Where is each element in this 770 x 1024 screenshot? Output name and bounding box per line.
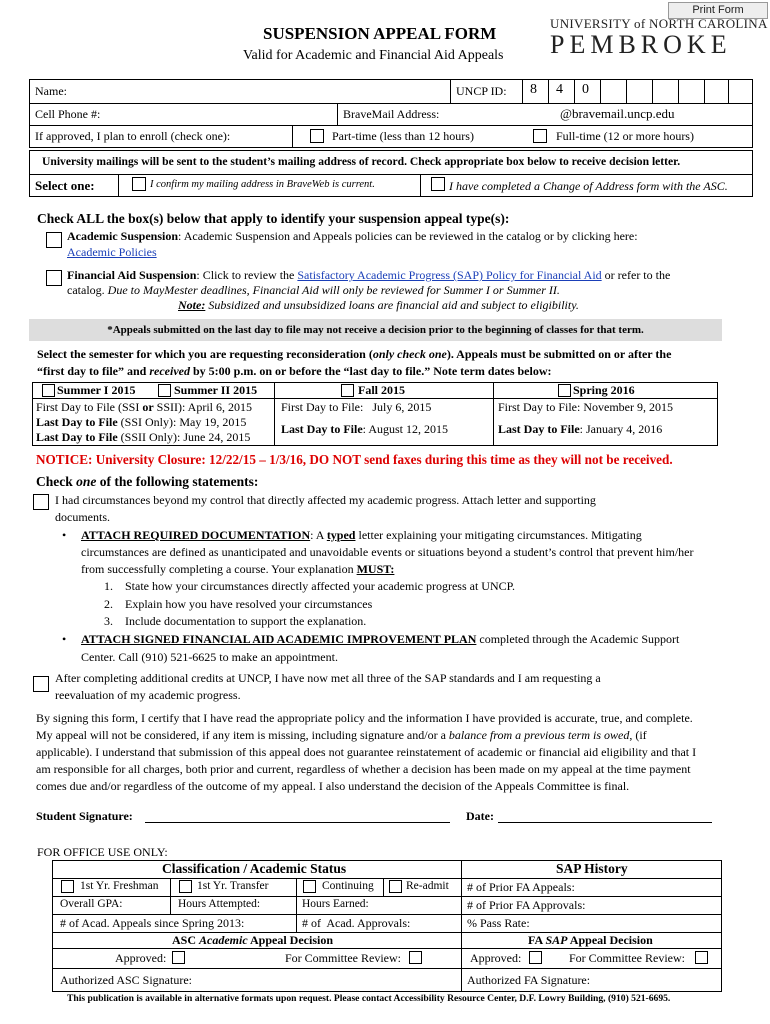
footer-note: This publication is available in alternative formats upon request. Please contact Accessibility Resource Center, D.F. Lowry Building, (910) 521-6695. bbox=[67, 993, 671, 1004]
uncp-id-digit-1[interactable]: 8 bbox=[530, 82, 537, 97]
asc-decision-title bbox=[172, 933, 333, 948]
sap-met-line1: After completing additional credits at UNCP, I have now met all three of the SAP standards and I am requesting a bbox=[55, 671, 601, 685]
fa-signature-label: Authorized FA Signature: bbox=[467, 973, 591, 987]
date-label: Date: bbox=[466, 809, 494, 823]
enroll-label: If approved, I plan to enroll (check one): bbox=[35, 129, 231, 143]
sap-met-line2: reevaluation of my academic progress. bbox=[55, 688, 241, 702]
part-time-checkbox[interactable] bbox=[310, 129, 324, 143]
summer1-last-label: Last Day to File bbox=[36, 415, 118, 429]
overall-gpa: Overall GPA: bbox=[60, 898, 123, 910]
summer2-checkbox[interactable] bbox=[158, 384, 171, 397]
uncp-id-digit-3[interactable]: 0 bbox=[582, 82, 589, 97]
doc-typed: typed bbox=[326, 528, 356, 542]
asc-decision-b: Academic bbox=[199, 933, 248, 947]
readmit-checkbox[interactable] bbox=[389, 880, 402, 893]
change-address-checkbox[interactable] bbox=[431, 177, 445, 191]
form-title: SUSPENSION APPEAL FORM bbox=[263, 24, 497, 43]
mailing-confirm-checkbox[interactable] bbox=[132, 177, 146, 191]
summer2-last-day bbox=[36, 430, 250, 445]
prior-fa-approvals: # of Prior FA Approvals: bbox=[467, 898, 586, 912]
fa-note-label: Note: bbox=[178, 298, 206, 312]
semester-intro-2 bbox=[37, 364, 552, 379]
summer1-checkbox[interactable] bbox=[42, 384, 55, 397]
step-2: 2. Explain how you have resolved your circumstances bbox=[104, 597, 373, 611]
fa-suspension-text bbox=[67, 268, 670, 283]
readmit-label: Re-admit bbox=[406, 880, 449, 892]
full-time-checkbox[interactable] bbox=[533, 129, 547, 143]
semester-intro-2a: “first day to file” and bbox=[37, 364, 150, 378]
transfer-checkbox[interactable] bbox=[179, 880, 192, 893]
statements-heading bbox=[36, 474, 258, 490]
documentation-line2: circumstances are defined as unanticipated and unavoidable events or situations beyond a student’s control that prevent him/her bbox=[81, 545, 694, 559]
fa-maymester: Due to MayMester deadlines, Financial Aid will only be reviewed for Summer I or Summer II. bbox=[107, 283, 560, 297]
logo-line2: PEMBROKE bbox=[550, 30, 732, 59]
statements-heading-b: one bbox=[76, 474, 97, 489]
cert-l2b: balance from a previous term is owed bbox=[448, 728, 630, 742]
circumstances-checkbox[interactable] bbox=[33, 494, 49, 510]
appeal-type-heading: Check ALL the box(s) below that apply to identify your suspension appeal type(s): bbox=[37, 211, 510, 226]
doc-line3a: from successfully completing a course. Your explanation bbox=[81, 562, 357, 576]
asc-approved-checkbox[interactable] bbox=[172, 951, 185, 964]
form-subtitle: Valid for Academic and Financial Aid Appeals bbox=[243, 48, 504, 63]
freshman-label: 1st Yr. Freshman bbox=[80, 880, 159, 892]
print-form-button[interactable]: Print Form bbox=[668, 2, 768, 19]
certification-line1: By signing this form, I certify that I have read the appropriate policy and the information I have provided is accurate, true, and complete. bbox=[36, 711, 693, 725]
hours-attempted: Hours Attempted: bbox=[178, 898, 261, 910]
hours-earned: Hours Earned: bbox=[302, 898, 369, 910]
asc-decision-c: Appeal Decision bbox=[247, 933, 334, 947]
change-address-label: I have completed a Change of Address form with the ASC. bbox=[449, 179, 728, 193]
part-time-label: Part-time (less than 12 hours) bbox=[332, 129, 474, 143]
acad-approvals-count: # of Acad. Approvals: bbox=[302, 916, 411, 930]
closure-notice: NOTICE: University Closure: 12/22/15 – 1/3/16, DO NOT send faxes during this time as they will not be received. bbox=[36, 452, 673, 467]
spring-last-label: Last Day to File bbox=[498, 422, 580, 436]
step-1-text: State how your circumstances directly affected your academic progress at UNCP. bbox=[125, 579, 515, 593]
improvement-plan-line2: Center. Call (910) 521-6625 to make an appointment. bbox=[81, 650, 338, 664]
summer1-last-value: (SSI Only): May 19, 2015 bbox=[117, 415, 247, 429]
continuing-checkbox[interactable] bbox=[303, 880, 316, 893]
fa-note-text: Subsidized and unsubsidized loans are financial aid and subject to eligibility. bbox=[205, 298, 579, 312]
certification-line5: comes due and/or regardless of the outcome of my appeal. I also understand the decision of the Appeals Committee is final. bbox=[36, 779, 630, 793]
select-one-label: Select one: bbox=[35, 178, 95, 193]
spring-last-value: : January 4, 2016 bbox=[579, 422, 663, 436]
certification-line4: am responsible for all charges, both prior and current, regardless of whether a decision has been made on my appeal at the time payment bbox=[36, 762, 691, 776]
bullet-1: • bbox=[62, 528, 67, 542]
doc-b: letter explaining your mitigating circumstances. Mitigating bbox=[355, 528, 642, 542]
circumstances-line1: I had circumstances beyond my control that directly affected my academic progress. Attach letter and supporting bbox=[55, 493, 596, 507]
summer-first-or: or bbox=[142, 400, 154, 414]
fa-catalog: catalog. bbox=[67, 283, 108, 297]
full-time-label: Full-time (12 or more hours) bbox=[556, 129, 694, 143]
step-2-text: Explain how you have resolved your circumstances bbox=[125, 597, 373, 611]
acad-appeals-count: # of Acad. Appeals since Spring 2013: bbox=[60, 916, 245, 930]
fa-decision-c: Appeal Decision bbox=[567, 933, 653, 947]
fall-label: Fall 2015 bbox=[358, 383, 405, 397]
fa-maymester-text bbox=[67, 283, 560, 298]
classification-title: Classification / Academic Status bbox=[162, 861, 347, 876]
academic-suspension-text bbox=[67, 229, 638, 244]
mailing-notice: University mailings will be sent to the student’s mailing address of record. Check appropriate box below to receive decision letter. bbox=[42, 155, 681, 168]
bullet-2: • bbox=[62, 632, 67, 646]
semester-intro-1 bbox=[37, 347, 671, 362]
bravemail-suffix: @bravemail.uncp.edu bbox=[560, 106, 675, 121]
certification-line3: applicable). I understand that submission of this appeal does not guarantee reinstatement of academic or financial aid eligibility and that I bbox=[36, 745, 697, 759]
attach-documentation: ATTACH REQUIRED DOCUMENTATION bbox=[81, 528, 311, 542]
student-signature-label: Student Signature: bbox=[36, 809, 133, 823]
summer2-label: Summer II 2015 bbox=[174, 383, 258, 397]
academic-suspension-checkbox[interactable] bbox=[46, 232, 62, 248]
statements-heading-a: Check bbox=[36, 474, 77, 489]
academic-policies-link[interactable]: Academic Policies bbox=[67, 245, 157, 259]
improvement-a: completed through the Academic Support bbox=[476, 632, 680, 646]
academic-suspension-bold: Academic Suspension bbox=[67, 229, 179, 243]
semester-intro-1c: ). Appeals must be submitted on or after the bbox=[446, 347, 672, 361]
circumstances-line2: documents. bbox=[55, 510, 110, 524]
fa-approved-label: Approved: bbox=[470, 951, 522, 965]
improvement-plan-line1 bbox=[81, 632, 679, 647]
spring-first-day: First Day to File: November 9, 2015 bbox=[498, 400, 673, 414]
semester-intro-2b: received bbox=[149, 364, 190, 378]
fa-suspension-checkbox[interactable] bbox=[46, 270, 62, 286]
fa-committee-label: For Committee Review: bbox=[569, 951, 685, 965]
cert-l2c: , (if bbox=[629, 728, 647, 742]
transfer-label: 1st Yr. Transfer bbox=[197, 880, 269, 892]
certification-line2 bbox=[36, 728, 647, 743]
fa-decision-a: FA bbox=[528, 933, 546, 947]
fall-last-label: Last Day to File bbox=[281, 422, 363, 436]
uncp-id-digit-2[interactable]: 4 bbox=[556, 82, 563, 97]
name-label: Name: bbox=[35, 84, 67, 98]
fa-suspension-bold: Financial Aid Suspension bbox=[67, 268, 197, 282]
fall-last-day bbox=[281, 422, 448, 437]
sap-policy-link[interactable]: Satisfactory Academic Progress (SAP) Policy for Financial Aid bbox=[297, 268, 602, 282]
freshman-checkbox[interactable] bbox=[61, 880, 74, 893]
summer2-last-value: (SSII Only): June 24, 2015 bbox=[117, 430, 251, 444]
asc-committee-label: For Committee Review: bbox=[285, 951, 401, 965]
prior-fa-appeals: # of Prior FA Appeals: bbox=[467, 880, 575, 894]
doc-a: : A bbox=[310, 528, 327, 542]
fa-approved-checkbox[interactable] bbox=[529, 951, 542, 964]
statements-heading-c: of the following statements: bbox=[96, 474, 259, 489]
fa-decision-title bbox=[528, 933, 653, 948]
spring-label: Spring 2016 bbox=[573, 383, 635, 397]
fa-decision-b: SAP bbox=[545, 933, 568, 947]
documentation-line3 bbox=[81, 562, 394, 577]
step-3: 3. Include documentation to support the explanation. bbox=[104, 614, 367, 628]
fa-note bbox=[178, 298, 579, 313]
mailing-confirm-label: I confirm my mailing address in BraveWeb is current. bbox=[150, 179, 375, 190]
spring-last-day bbox=[498, 422, 662, 437]
fa-committee-checkbox[interactable] bbox=[695, 951, 708, 964]
uncp-id-label: UNCP ID: bbox=[456, 84, 507, 98]
attach-improvement-plan: ATTACH SIGNED FINANCIAL AID ACADEMIC IMPROVEMENT PLAN bbox=[81, 632, 477, 646]
fall-first-day: First Day to File: July 6, 2015 bbox=[281, 400, 432, 414]
continuing-label: Continuing bbox=[322, 880, 374, 892]
last-day-notice: *Appeals submitted on the last day to file may not receive a decision prior to the beginning of classes for that term. bbox=[29, 319, 722, 341]
summer2-last-label: Last Day to File bbox=[36, 430, 118, 444]
fa-suspension-desc2: or refer to the bbox=[601, 268, 671, 282]
asc-signature-label: Authorized ASC Signature: bbox=[60, 973, 192, 987]
logo-line1: UNIVERSITY of NORTH CAROLINA bbox=[550, 16, 768, 31]
fall-last-value: : August 12, 2015 bbox=[362, 422, 448, 436]
doc-must: MUST: bbox=[356, 562, 395, 576]
pass-rate: % Pass Rate: bbox=[467, 916, 530, 930]
summer-first-b: SSII): April 6, 2015 bbox=[153, 400, 253, 414]
step-3-text: Include documentation to support the explanation. bbox=[125, 614, 367, 628]
fall-checkbox[interactable] bbox=[341, 384, 354, 397]
summer-first-a: First Day to File (SSI bbox=[36, 400, 143, 414]
step-1: 1. State how your circumstances directly affected your academic progress at UNCP. bbox=[104, 579, 515, 593]
student-signature-line[interactable] bbox=[145, 822, 450, 823]
cert-l2a: My appeal will not be considered, if any item is missing, including signature and/or a bbox=[36, 728, 449, 742]
sap-history-title: SAP History bbox=[556, 861, 628, 876]
asc-approved-label: Approved: bbox=[115, 951, 167, 965]
semester-intro-1b: only check one bbox=[372, 347, 447, 361]
semester-intro-2c: by 5:00 p.m. on or before the “last day to file.” Note term dates below: bbox=[189, 364, 552, 378]
fa-suspension-desc: : Click to review the bbox=[196, 268, 298, 282]
university-logo bbox=[550, 16, 768, 59]
cell-phone-label: Cell Phone #: bbox=[35, 107, 101, 121]
asc-committee-checkbox[interactable] bbox=[409, 951, 422, 964]
sap-met-checkbox[interactable] bbox=[33, 676, 49, 692]
summer-first-day bbox=[36, 400, 252, 415]
documentation-line1 bbox=[81, 528, 642, 543]
semester-intro-1a: Select the semester for which you are requesting reconsideration ( bbox=[37, 347, 373, 361]
office-use-heading: FOR OFFICE USE ONLY: bbox=[37, 845, 168, 859]
asc-decision-a: ASC bbox=[172, 933, 200, 947]
bravemail-label: BraveMail Address: bbox=[343, 107, 440, 121]
academic-suspension-desc: : Academic Suspension and Appeals policies can be reviewed in the catalog or by clicking here: bbox=[178, 229, 638, 243]
summer1-last-day bbox=[36, 415, 246, 430]
spring-checkbox[interactable] bbox=[558, 384, 571, 397]
date-line[interactable] bbox=[498, 822, 712, 823]
summer1-label: Summer I 2015 bbox=[57, 383, 136, 397]
